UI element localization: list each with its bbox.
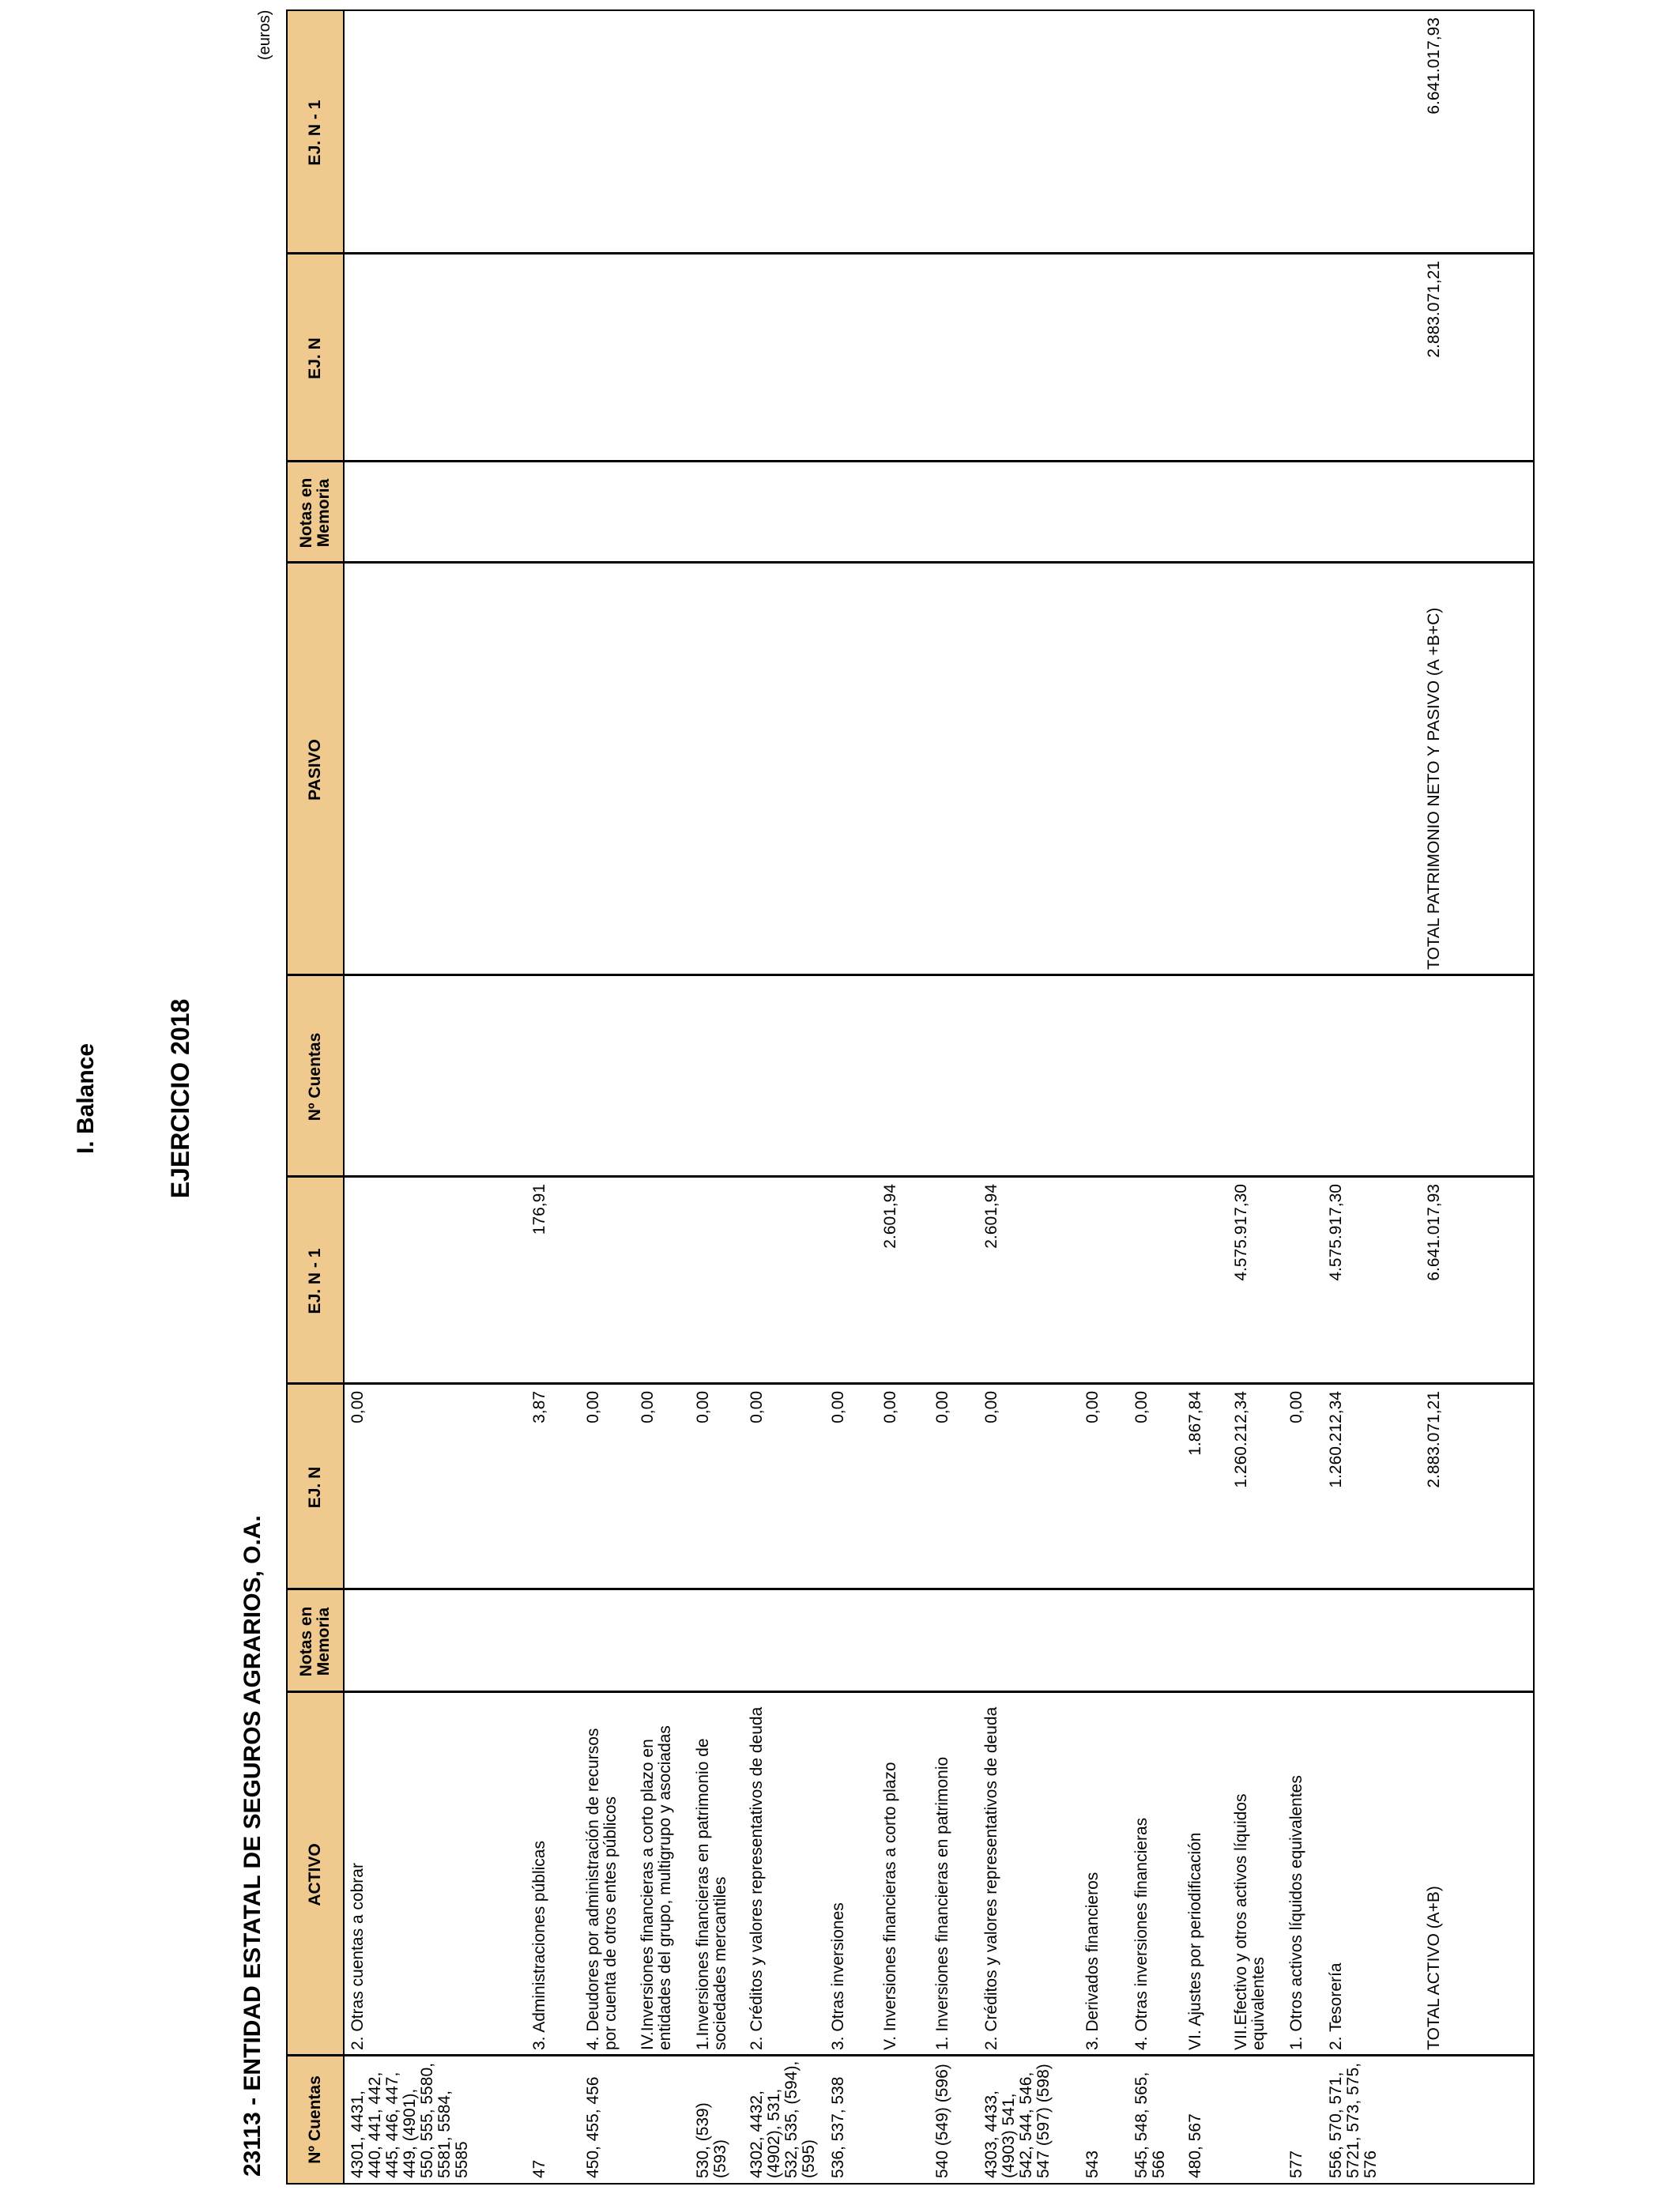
ej-n-cell: 0,00 — [584, 1391, 602, 1423]
page-title: EJERCICIO 2018 — [166, 998, 194, 1199]
header-ej-n: EJ. N — [306, 1466, 324, 1509]
total-pasivo-ej-n: 2.883.071,21 — [1425, 261, 1443, 358]
column-divider — [288, 1382, 1533, 1385]
ej-n-cell: 0,00 — [694, 1391, 712, 1423]
activo-cell: 2. Otras cuentas a cobrar — [348, 1863, 367, 2050]
total-activo-ej-n: 2.883.071,21 — [1425, 1391, 1443, 1488]
cuentas-cell: 556, 570, 571, 5721, 573, 575, 576 — [1327, 2063, 1380, 2178]
total-pasivo-ej-n-1: 6.641.017,93 — [1425, 17, 1443, 115]
activo-cell: 1. Inversiones financieras en patrimonio — [933, 1756, 951, 2050]
ej-n-cell: 0,00 — [638, 1391, 657, 1423]
activo-cell: VII.Efectivo y otros activos líquidos equivalentes — [1232, 1793, 1268, 2050]
total-activo-ej-n-1: 6.641.017,93 — [1425, 1184, 1443, 1281]
column-divider — [288, 460, 1533, 462]
activo-cell: 4. Deudores por administración de recursos por cuenta de otros entes públicos — [584, 1728, 620, 2050]
ej-n-1-cell: 4.575.917,30 — [1232, 1184, 1250, 1281]
ej-n-1-cell: 2.601,94 — [982, 1184, 1000, 1249]
header-notas: Notas en Memoria — [297, 1606, 333, 1677]
activo-cell: 1.Inversiones financieras en patrimonio de sociedades mercantiles — [694, 1738, 729, 2050]
activo-cell: 3. Derivados financieros — [1083, 1872, 1102, 2050]
header-pasivo: PASIVO — [306, 739, 324, 801]
cuentas-cell: 577 — [1287, 2150, 1305, 2178]
activo-cell: 2. Tesorería — [1327, 1962, 1345, 2050]
cuentas-cell: 4301, 4431, 440, 441, 442, 445, 446, 447, 449, (4901), 550, 555, 5580, 5581, 5584, 5585 — [348, 2063, 471, 2178]
total-pasivo-label: TOTAL PATRIMONIO NETO Y PASIVO (A +B+C) — [1425, 607, 1443, 970]
column-divider — [288, 252, 1533, 254]
ej-n-cell: 0,00 — [829, 1391, 847, 1423]
activo-cell: IV.Inversiones financieras a corto plazo en entidades del grupo, multigrupo y asociadas — [638, 1725, 674, 2050]
ej-n-cell: 0,00 — [933, 1391, 951, 1423]
ej-n-cell: 0,00 — [1083, 1391, 1102, 1423]
ej-n-cell: 0,00 — [1287, 1391, 1305, 1423]
ej-n-1-cell: 176,91 — [530, 1184, 548, 1235]
column-divider — [288, 561, 1533, 564]
header-notas-pasivo: Notas en Memoria — [297, 477, 333, 548]
units-label: (euros) — [256, 9, 273, 60]
cuentas-cell: 4302, 4432, (4902), 531, 532, 535, (594), (595) — [748, 2060, 818, 2178]
cuentas-cell: 47 — [530, 2159, 548, 2178]
header-activo: ACTIVO — [306, 1843, 324, 1906]
column-divider — [288, 1175, 1533, 1178]
ej-n-cell: 0,00 — [748, 1391, 766, 1423]
activo-cell: VI. Ajustes por periodificación — [1186, 1832, 1204, 2050]
column-divider — [288, 974, 1533, 976]
cuentas-cell: 4303, 4433, (4903) 541, 542, 544, 546, 547 (597) (598) — [982, 2064, 1053, 2178]
balance-table — [286, 9, 1535, 2185]
column-divider — [288, 1588, 1533, 1590]
ej-n-cell: 0,00 — [982, 1391, 1000, 1423]
header-ej-n-pasivo: EJ. N — [306, 337, 324, 379]
activo-cell: 4. Otras inversiones financieras — [1132, 1817, 1151, 2050]
ej-n-1-cell: 2.601,94 — [881, 1184, 899, 1249]
ej-n-cell: 0,00 — [348, 1391, 367, 1423]
ej-n-1-cell: 4.575.917,30 — [1327, 1184, 1345, 1281]
activo-cell: 3. Otras inversiones — [829, 1902, 847, 2050]
column-divider — [288, 1691, 1533, 1693]
activo-cell: V. Inversiones financieras a corto plazo — [881, 1762, 899, 2050]
ej-n-cell: 3,87 — [530, 1391, 548, 1423]
cuentas-cell: 543 — [1083, 2150, 1102, 2178]
column-divider — [288, 2054, 1533, 2056]
entity-title: 23113 - ENTIDAD ESTATAL DE SEGUROS AGRARIOS, O.A. — [239, 1515, 266, 2177]
cuentas-cell: 480, 567 — [1186, 2113, 1204, 2178]
ej-n-cell: 0,00 — [881, 1391, 899, 1423]
cuentas-cell: 540 (549) (596) — [933, 2064, 951, 2178]
header-ej-n-1-pasivo: EJ. N - 1 — [306, 100, 324, 166]
section-subtitle: I. Balance — [73, 1042, 99, 1155]
header-cuentas-pasivo: Nº Cuentas — [306, 1032, 324, 1122]
cuentas-cell: 450, 455, 456 — [584, 2076, 602, 2178]
cuentas-cell: 536, 537, 538 — [829, 2076, 847, 2178]
table-header-row — [288, 11, 345, 2183]
ej-n-cell: 1.260.212,34 — [1327, 1391, 1345, 1488]
header-cuentas: Nº Cuentas — [306, 2075, 324, 2164]
cuentas-cell: 530, (539) (593) — [694, 2102, 729, 2178]
cuentas-cell: 545, 548, 565, 566 — [1132, 2071, 1168, 2178]
activo-cell: 2. Créditos y valores representativos de deuda — [748, 1706, 766, 2050]
header-ej-n-1: EJ. N - 1 — [306, 1248, 324, 1314]
ej-n-cell: 1.867,84 — [1186, 1391, 1204, 1456]
activo-cell: 2. Créditos y valores representativos de deuda — [982, 1706, 1000, 2050]
total-activo-label: TOTAL ACTIVO (A+B) — [1425, 1886, 1443, 2050]
ej-n-cell: 0,00 — [1132, 1391, 1151, 1423]
activo-cell: 3. Administraciones públicas — [530, 1841, 548, 2050]
ej-n-cell: 1.260.212,34 — [1232, 1391, 1250, 1488]
activo-cell: 1. Otros activos líquidos equivalentes — [1287, 1775, 1305, 2050]
